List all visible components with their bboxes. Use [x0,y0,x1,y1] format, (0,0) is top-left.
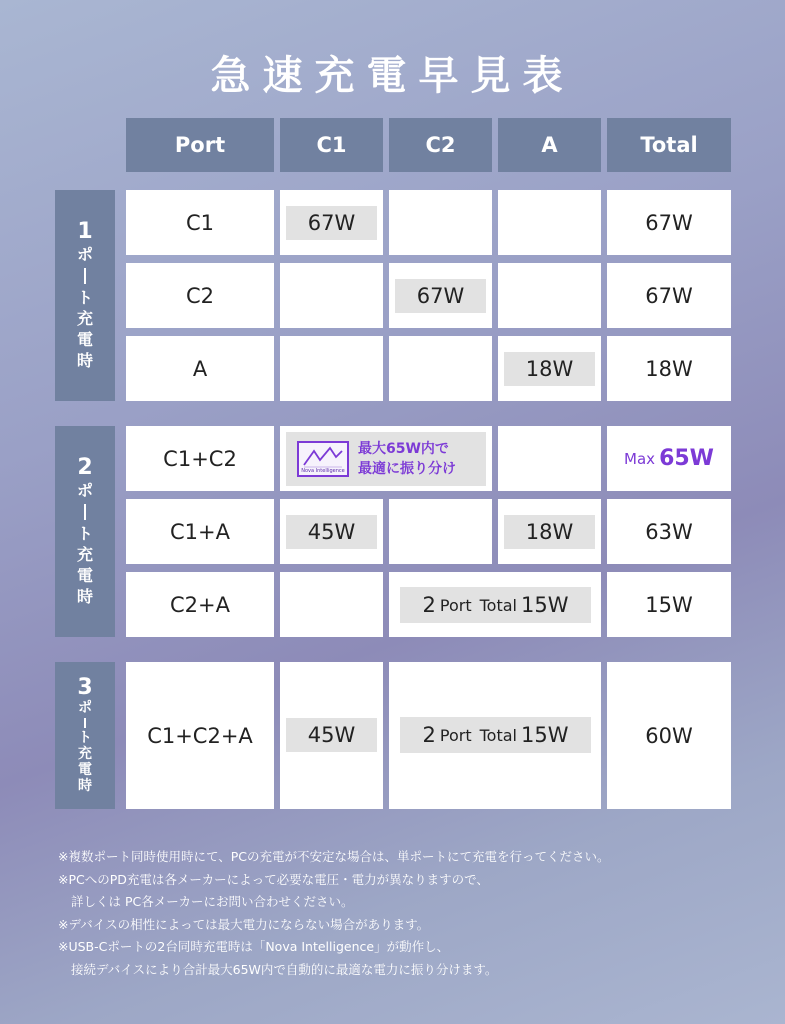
group-char: ポ [78,700,92,716]
row-port-c2-a: C2+A [126,572,274,637]
cell-total: 18W [607,336,731,401]
shared-total-value: 15W [520,593,569,617]
long-vowel-mark [84,718,86,728]
group-number: 1 [77,218,93,244]
shared-port-label: Port [439,725,472,745]
footnote: ※PCへのPD充電は各メーカーによって必要な電圧・電力が異なりますので、 [58,871,489,887]
row-port-c1: C1 [126,190,274,255]
footnote: ※複数ポート同時使用時にて、PCの充電が不安定な場合は、単ポートにて充電を行ってください。 [58,849,610,864]
nova-description [358,439,456,479]
group-number: 3 [77,675,93,700]
max-label: Max [624,449,656,468]
header-port: Port [126,118,274,172]
nova-line-2: 最適に振り分け [358,461,456,477]
cell-c1-c2-merged [280,426,492,491]
group-char: 充 [76,308,93,328]
group-char: 時 [78,778,92,794]
group-char: 電 [76,329,93,349]
page-title: 急速充電早見表 [210,53,575,99]
cell-c1 [280,499,383,564]
footnote: ※デバイスの相性によっては最大電力にならない場合があります。 [58,916,430,932]
value-pill: 67W [286,206,377,240]
header-a: A [498,118,601,172]
cell-c1 [280,190,383,255]
cell-c2-a-merged [389,662,601,809]
cell-a [498,336,601,401]
group-number: 2 [77,454,93,480]
group-char: ト [76,287,93,307]
group-char: 電 [78,762,92,778]
row-port-c1-c2: C1+C2 [126,426,274,491]
shared-total-value: 15W [520,723,569,747]
nova-line-1: 最大65W内で [358,441,449,457]
group-char: 電 [76,565,93,585]
long-vowel-mark [84,504,86,520]
value-pill: 67W [395,279,486,313]
group-char: 時 [76,586,93,606]
value-pill: 45W [286,515,377,549]
cell-total: 67W [607,190,731,255]
header-total: Total [607,118,731,172]
cell-a [498,499,601,564]
header-c2: C2 [389,118,492,172]
cell-a [498,263,601,328]
nova-intelligence-logo [297,441,349,477]
group-char: 時 [76,350,93,370]
shared-total-label: Total [479,725,517,745]
nova-brand-text: Nova Intelligence [301,468,345,474]
cell-c1 [280,572,383,637]
value-pill: 18W [504,515,595,549]
footnote: 接続デバイスにより合計最大65W内で自動的に最適な電力に振り分けます。 [71,961,498,977]
value-pill: 18W [504,352,595,386]
group-char: ト [76,523,93,543]
header-c1: C1 [280,118,383,172]
cell-c2 [389,499,492,564]
cell-a [498,190,601,255]
group-char: 充 [76,544,93,564]
nova-intelligence-badge [286,432,486,486]
footnotes [58,846,758,981]
cell-total: 67W [607,263,731,328]
value-pill: 45W [286,718,377,752]
row-port-c2: C2 [126,263,274,328]
cell-c2 [389,336,492,401]
footnote: 詳しくは PC各メーカーにお問い合わせください。 [71,894,354,909]
cell-c2-a-merged [389,572,601,637]
shared-total-pill [400,717,591,753]
footnote: ※USB-Cポートの2台同時充電時は「Nova Intelligence」が動作し、 [58,939,450,954]
cell-total-max [607,426,731,491]
long-vowel-mark [84,268,86,284]
group-char: ト [78,730,92,746]
row-port-c1-c2-a: C1+C2+A [126,662,274,809]
shared-port-label: Port [439,595,472,615]
cell-c1 [280,263,383,328]
row-port-c1-a: C1+A [126,499,274,564]
row-port-a: A [126,336,274,401]
shared-port-count: 2 [422,723,436,747]
cell-a [498,426,601,491]
cell-total: 63W [607,499,731,564]
group-label-2port [55,426,115,637]
cell-total: 15W [607,572,731,637]
lightning-wave-icon [302,445,344,469]
group-label-3port [55,662,115,809]
cell-c2 [389,263,492,328]
cell-total: 60W [607,662,731,809]
group-label-1port [55,190,115,401]
cell-c1 [280,662,383,809]
shared-total-label: Total [479,595,517,615]
max-value: 65W [659,446,714,471]
cell-c2 [389,190,492,255]
shared-total-pill [400,587,591,623]
group-char: ポ [76,480,93,500]
group-char: ポ [76,244,93,264]
group-char: 充 [78,746,92,762]
cell-c1 [280,336,383,401]
shared-port-count: 2 [422,593,436,617]
